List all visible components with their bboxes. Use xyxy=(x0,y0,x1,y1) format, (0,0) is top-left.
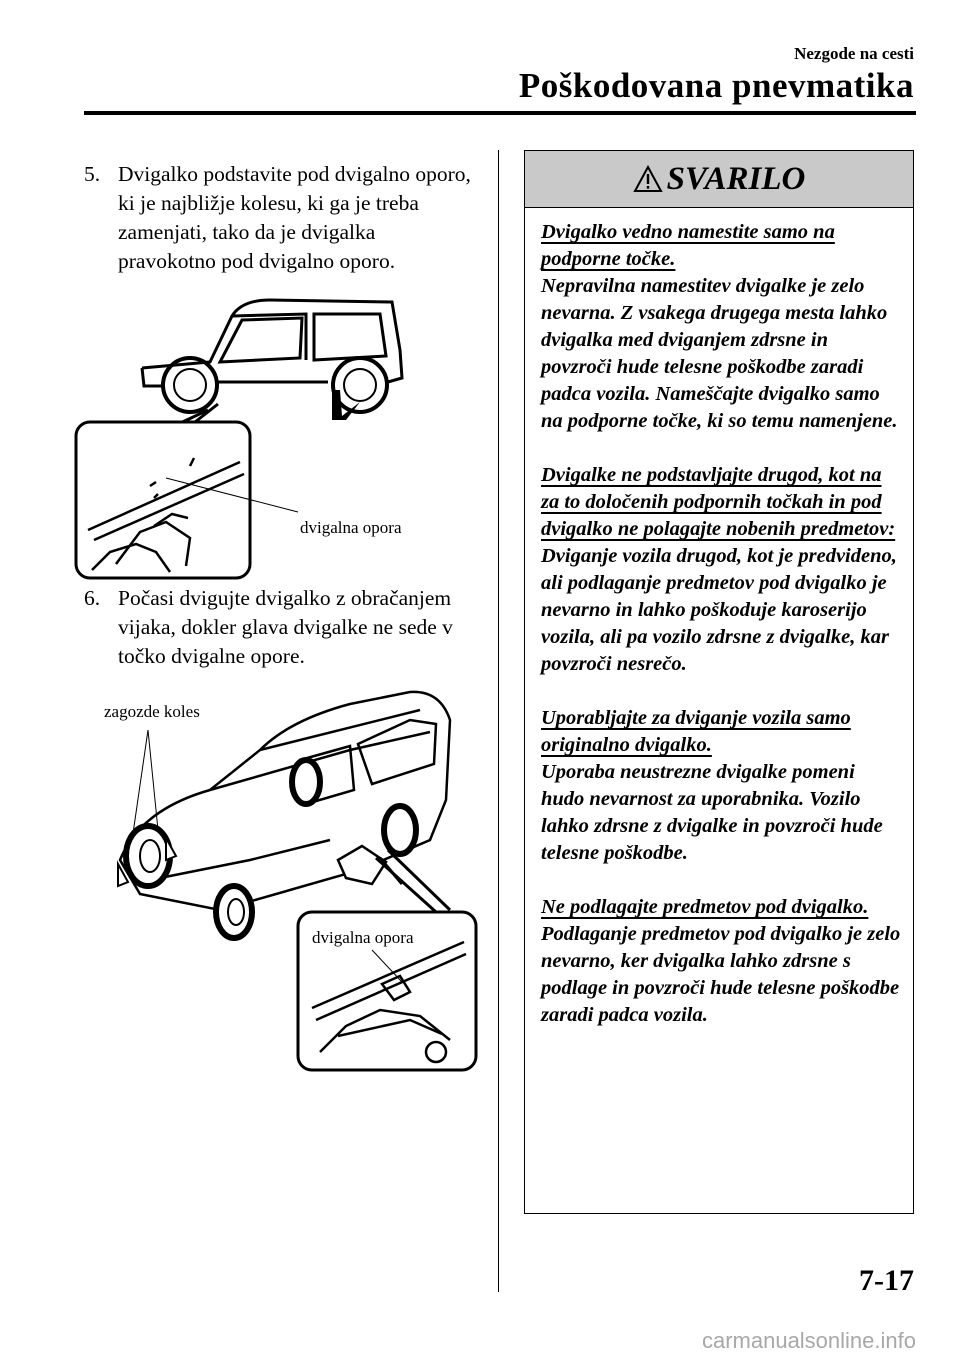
warning-body xyxy=(541,219,903,1029)
warning-lead: Uporabljajte za dviganje vozila samo originalno dvigalko. xyxy=(541,707,851,756)
warning-lead: Dvigalko vedno namestite samo na podporne točke. xyxy=(541,221,835,270)
warning-text: Dviganje vozila drugod, kot je predvideno, ali podlaganje predmetov pod dvigalko je nevarno in lahko poškoduje karoserijo vozila, ali pa vozilo zdrsne z dvigalke, kar povzroči nesrečo. xyxy=(541,545,897,675)
section-title: Nezgode na cesti xyxy=(794,44,914,63)
step-5 xyxy=(84,160,474,276)
warning-lead: Dvigalke ne podstavljajte drugod, kot na za to določenih podpornih točkah in pod dvigalko ne polagajte nobenih predmetov: xyxy=(541,464,896,540)
figure-raising-car-perspective xyxy=(110,680,480,1080)
page-number: 7-17 xyxy=(859,1264,914,1297)
column-divider xyxy=(498,150,499,1292)
warning-paragraph xyxy=(541,894,903,1029)
step-number: 6. xyxy=(84,586,101,610)
step-text: Počasi dvigujte dvigalko z obračanjem vijaka, dokler glava dvigalke ne sede v točko dvigalne opore. xyxy=(118,586,453,668)
warning-paragraph xyxy=(541,705,903,867)
warning-box xyxy=(524,150,914,1214)
chapter-title: Poškodovana pnevmatika xyxy=(518,66,914,105)
figure2-label-chocks: zagozde koles xyxy=(104,702,200,721)
warning-text: Podlaganje predmetov pod dvigalko je zelo nevarno, ker dvigalka lahko zdrsne s podlage in povzroči hude telesne poškodbe zaradi padca vozila. xyxy=(541,923,901,1026)
warning-text: Nepravilna namestitev dvigalke je zelo nevarna. Z vsakega drugega mesta lahko dvigalka med dviganjem zdrsne in povzroči hude telesne poškodbe zaradi padca vozila. Nameščajte dvigalko samo na podporne točke, ki so temu namenjene. xyxy=(541,275,898,432)
warning-paragraph xyxy=(541,219,903,435)
watermark: carmanualsonline.info xyxy=(701,1328,916,1353)
step-number: 5. xyxy=(84,162,101,186)
warning-triangle-icon xyxy=(633,165,663,193)
step-text: Dvigalko podstavite pod dvigalno oporo, ki je najbližje kolesu, ki ga je treba zamenjati, tako da je dvigalka pravokotno pod dvigalno oporo. xyxy=(118,162,471,273)
figure-jack-point-side-view xyxy=(70,290,490,590)
warning-text: Uporaba neustrezne dvigalke pomeni hudo nevarnost za uporabnika. Vozilo lahko zdrsne z dvigalke in povzroči hude telesne poškodbe. xyxy=(541,761,883,864)
warning-header xyxy=(525,151,913,208)
header-rule xyxy=(84,111,916,115)
warning-title: SVARILO xyxy=(666,160,806,197)
warning-paragraph xyxy=(541,462,903,678)
figure2-label-point: dvigalna opora xyxy=(312,928,414,947)
figure1-label: dvigalna opora xyxy=(300,518,402,537)
warning-lead: Ne podlagajte predmetov pod dvigalko. xyxy=(541,896,869,918)
step-6 xyxy=(84,584,474,671)
